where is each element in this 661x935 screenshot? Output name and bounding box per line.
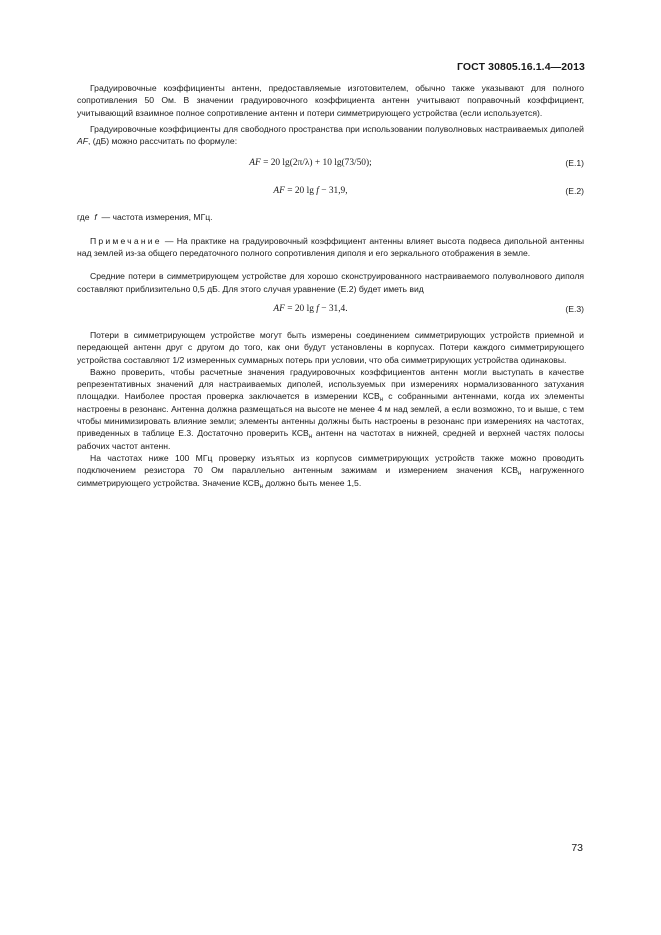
document-body <box>77 82 584 489</box>
note-label: Примечание <box>90 235 162 246</box>
where-clause: где f — частота измерения, МГц. <box>77 212 213 223</box>
paragraph: Средние потери в симметрирующем устройстве для хорошо сконструированного настраиваемого полуволнового диполя составляют приблизительно 0,5 дБ. Для этого случая уравнение (Е.2) будет иметь вид <box>77 271 584 294</box>
equation-e2: AF = 20 lg f − 31,9, (Е.2) <box>273 186 584 197</box>
equation-number: (Е.1) <box>565 158 584 169</box>
document-header: ГОСТ 30805.16.1.4—2013 <box>457 61 585 73</box>
equation-number: (Е.3) <box>565 303 584 314</box>
equation-number: (Е.2) <box>565 186 584 197</box>
paragraph: На частотах ниже 100 МГц проверку изъятых из корпусов симметрирующих устройств также можно проводить подключением резистора 70 Ом параллельно антенным зажимам и измерением значения $КСВ_н$ нагруженного симметрирующего устройства. Значение $КСВ_н$ должно быть менее 1,5. <box>77 452 584 490</box>
note: Примечание — На практике на градуировочный коэффициент антенны влияет высота подвеса дипольной антенны над землей из-за общего передаточного полного сопротивления диполя и его зеркального отображения в земле. <box>77 235 584 259</box>
equation-e3: AF = 20 lg f − 31,4. (Е.3) <box>273 303 584 314</box>
equation-e1: AF = 20 lg(2π/λ) + 10 lg(73/50); (Е.1) <box>249 158 584 169</box>
variable-af: AF <box>77 136 88 147</box>
page-number: 73 <box>571 842 583 854</box>
paragraph: Градуировочные коэффициенты антенн, предоставляемые изготовителем, обычно также указывают для полного сопротивления 50 Ом. В значении градуировочного коэффициента антенн учитывают поправочный коэффициент, учитывающий взаимное полное сопротивление антенн и потери симметрирующего устройства (если используется). <box>77 83 584 118</box>
paragraph: Важно проверить, чтобы расчетные значения градуировочных коэффициентов антенн могли выступать в качестве репрезентативных значений для настраиваемых диполей, используемых при измерениях нормализованного затухания площадки. Наиболее простая проверка заключается в измерении $КСВ_н$ с собранными антеннами, когда их элементы настроены в резонанс. Антенна должна размещаться на высоте не менее 4 м над землей, а если возможно, то и выше, с тем чтобы минимизировать влияние земли; элементы антенны должны быть настроены в резонанс при измерениях на частотах, приведенных в таблице Е.3. Достаточно проверить $КСВ_н$ антенн на частотах в нижней, средней и верхней частях полосы рабочих частот антенн. <box>77 366 585 451</box>
paragraph: Градуировочные коэффициенты для свободного пространства при использовании полуволновых настраиваемых диполей AF, (дБ) можно рассчитать по формуле: <box>77 123 584 147</box>
paragraph: Потери в симметрирующем устройстве могут быть измерены соединением симметрирующих устройств приемной и передающей антенн друг с другом до того, как они будут установлены в корпусах. Потери каждого симметрирующего устройства составляют 1/2 измеренных суммарных потерь при условии, что оба симметрирующих устройства одинаковы. <box>77 329 584 365</box>
